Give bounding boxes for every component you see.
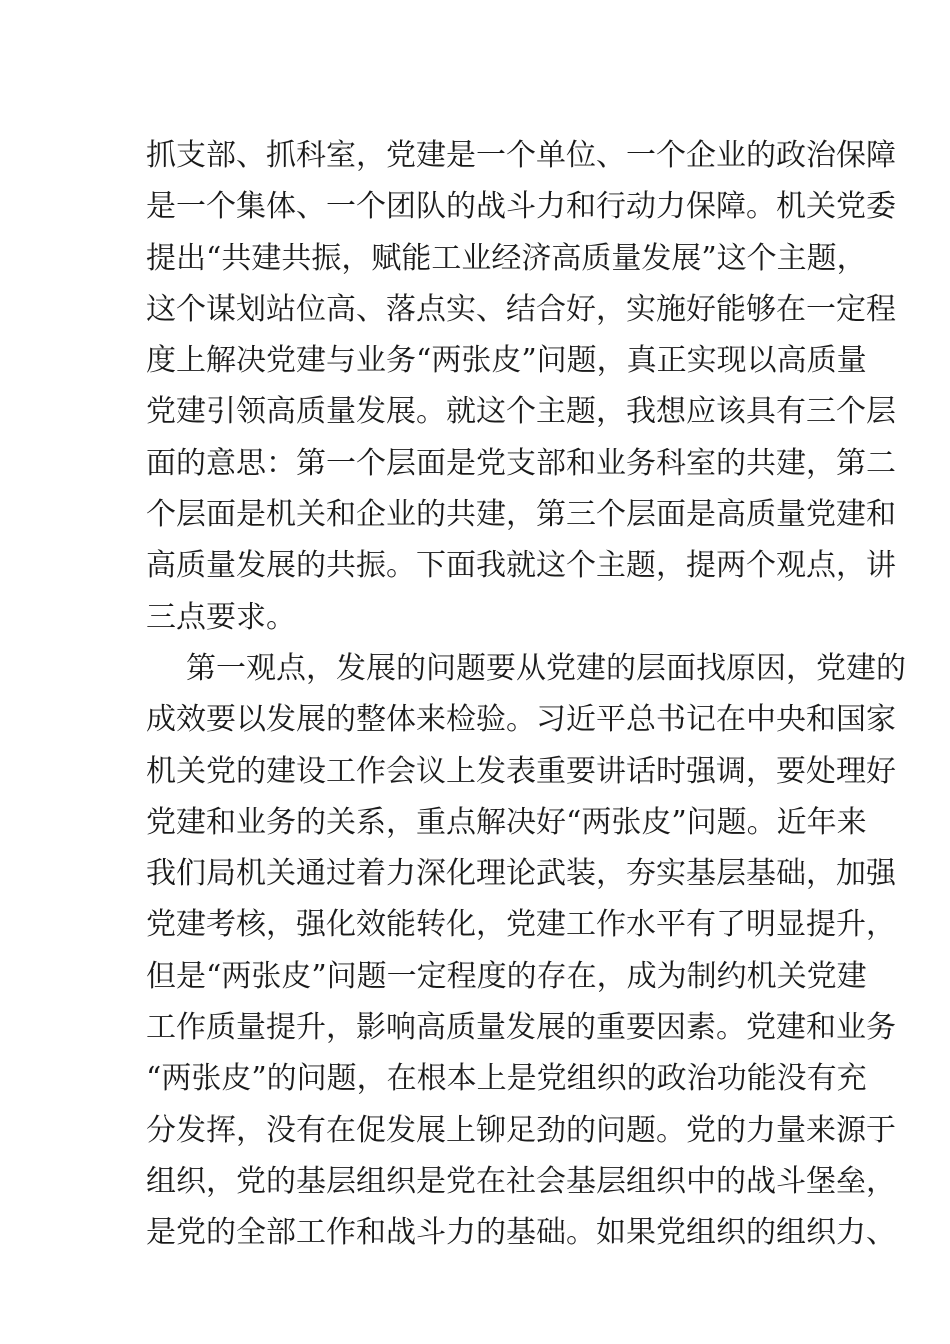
text-line: 提出“共建共振，赋能工业经济高质量发展”这个主题，: [146, 240, 867, 276]
text-line: 机关党的建设工作会议上发表重要讲话时强调，要处理好: [146, 753, 896, 789]
text-line: 我们局机关通过着力深化理论武装，夯实基层基础，加强: [146, 856, 896, 892]
text-line: 党建引领高质量发展。就这个主题，我想应该具有三个层: [146, 394, 896, 430]
text-line: 是党的全部工作和战斗力的基础。如果党组织的组织力、: [146, 1215, 896, 1251]
document-body: [146, 130, 906, 1259]
text-line: 工作质量提升，影响高质量发展的重要因素。党建和业务: [146, 1010, 896, 1046]
text-line-first-indented: 第一观点，发展的问题要从党建的层面找原因，党建的: [186, 650, 906, 686]
paragraph-2: [146, 643, 906, 1259]
text-line: 是一个集体、一个团队的战斗力和行动力保障。机关党委: [146, 189, 896, 225]
text-line: 党建考核，强化效能转化，党建工作水平有了明显提升，: [146, 907, 896, 943]
text-line: 组织，党的基层组织是党在社会基层组织中的战斗堡垒，: [146, 1163, 896, 1199]
text-line: 这个谋划站位高、落点实、结合好，实施好能够在一定程: [146, 291, 896, 327]
text-line: 分发挥，没有在促发展上铆足劲的问题。党的力量来源于: [146, 1112, 896, 1148]
text-line: 度上解决党建与业务“两张皮”问题，真正实现以高质量: [146, 343, 867, 379]
text-line: 党建和业务的关系，重点解决好“两张皮”问题。近年来: [146, 804, 867, 840]
text-line: 但是“两张皮”问题一定程度的存在，成为制约机关党建: [146, 958, 867, 994]
paragraph-1: [146, 130, 896, 643]
text-line: 面的意思：第一个层面是党支部和业务科室的共建，第二: [146, 445, 896, 481]
text-line: 成效要以发展的整体来检验。习近平总书记在中央和国家: [146, 702, 896, 738]
text-line: 三点要求。: [146, 599, 296, 635]
text-line: “两张皮”的问题，在根本上是党组织的政治功能没有充: [146, 1061, 867, 1097]
text-line: 个层面是机关和企业的共建，第三个层面是高质量党建和: [146, 497, 896, 533]
text-line: 抓支部、抓科室，党建是一个单位、一个企业的政治保障: [146, 138, 896, 173]
text-line: 高质量发展的共振。下面我就这个主题，提两个观点，讲: [146, 548, 896, 584]
